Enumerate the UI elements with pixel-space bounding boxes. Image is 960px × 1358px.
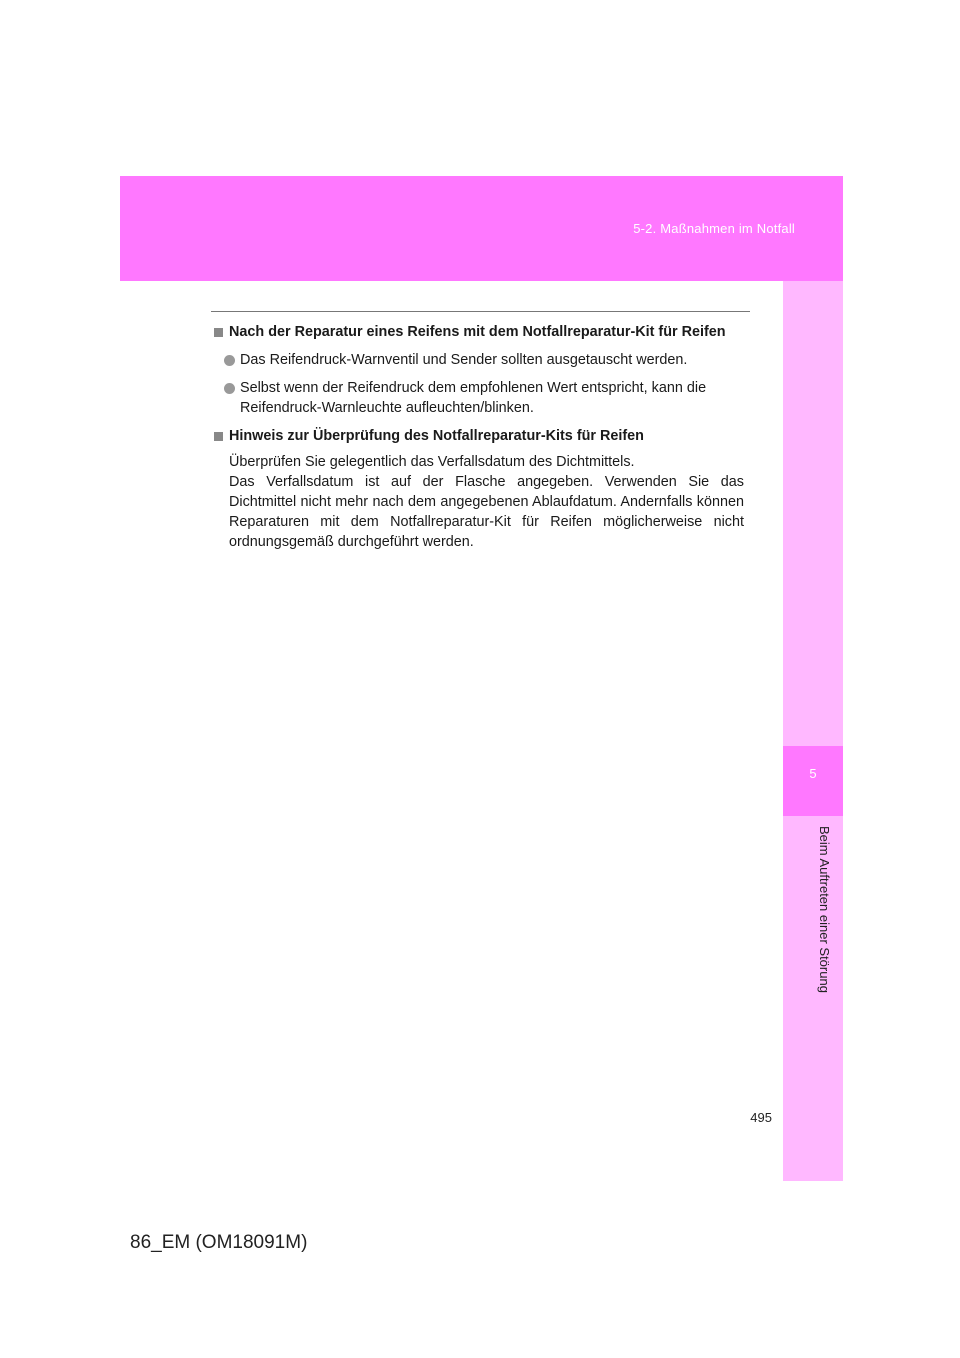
list-item bbox=[214, 350, 744, 370]
list-item-text: Selbst wenn der Reifendruck dem empfohlenen Wert entspricht, kann die Reifendruck-Warnleuchte aufleuchten/blinken. bbox=[240, 380, 707, 416]
chapter-number: 5 bbox=[809, 766, 817, 781]
heading-kit-check bbox=[214, 426, 744, 446]
list-item bbox=[214, 378, 744, 418]
square-bullet-icon bbox=[214, 328, 223, 337]
list-item-text: Das Reifendruck-Warnventil und Sender sollten ausgetauscht werden. bbox=[240, 352, 688, 368]
paragraph bbox=[214, 452, 744, 552]
chapter-side-tab bbox=[783, 281, 843, 1181]
square-bullet-icon bbox=[214, 432, 223, 441]
section-reference: 5-2. Maßnahmen im Notfall bbox=[633, 221, 795, 236]
page-number: 495 bbox=[750, 1110, 772, 1125]
chapter-title: Beim Auftreten einer Störung bbox=[817, 826, 832, 993]
document-code: 86_EM (OM18091M) bbox=[130, 1232, 308, 1253]
heading-text: Nach der Reparatur eines Reifens mit dem Notfallreparatur-Kit für Reifen bbox=[229, 324, 726, 340]
section-divider bbox=[211, 311, 750, 312]
paragraph-body: Das Verfallsdatum ist auf der Flasche angegeben. Verwenden Sie das Dichtmittel nicht mehr nach dem angegebenen Ablaufdatum. Andernfalls können Reparaturen mit dem Notfallreparatur-Kit für Reifen möglicherweise nicht ordnungsgemäß durchgeführt werden. bbox=[229, 474, 744, 550]
heading-after-repair bbox=[214, 322, 744, 342]
page-content bbox=[214, 322, 744, 552]
circle-bullet-icon bbox=[224, 383, 235, 394]
circle-bullet-icon bbox=[224, 355, 235, 366]
paragraph-line: Überprüfen Sie gelegentlich das Verfallsdatum des Dichtmittels. bbox=[229, 454, 635, 470]
header-band bbox=[120, 176, 843, 281]
chapter-number-box bbox=[783, 746, 843, 816]
heading-text: Hinweis zur Überprüfung des Notfallreparatur-Kits für Reifen bbox=[229, 428, 644, 444]
